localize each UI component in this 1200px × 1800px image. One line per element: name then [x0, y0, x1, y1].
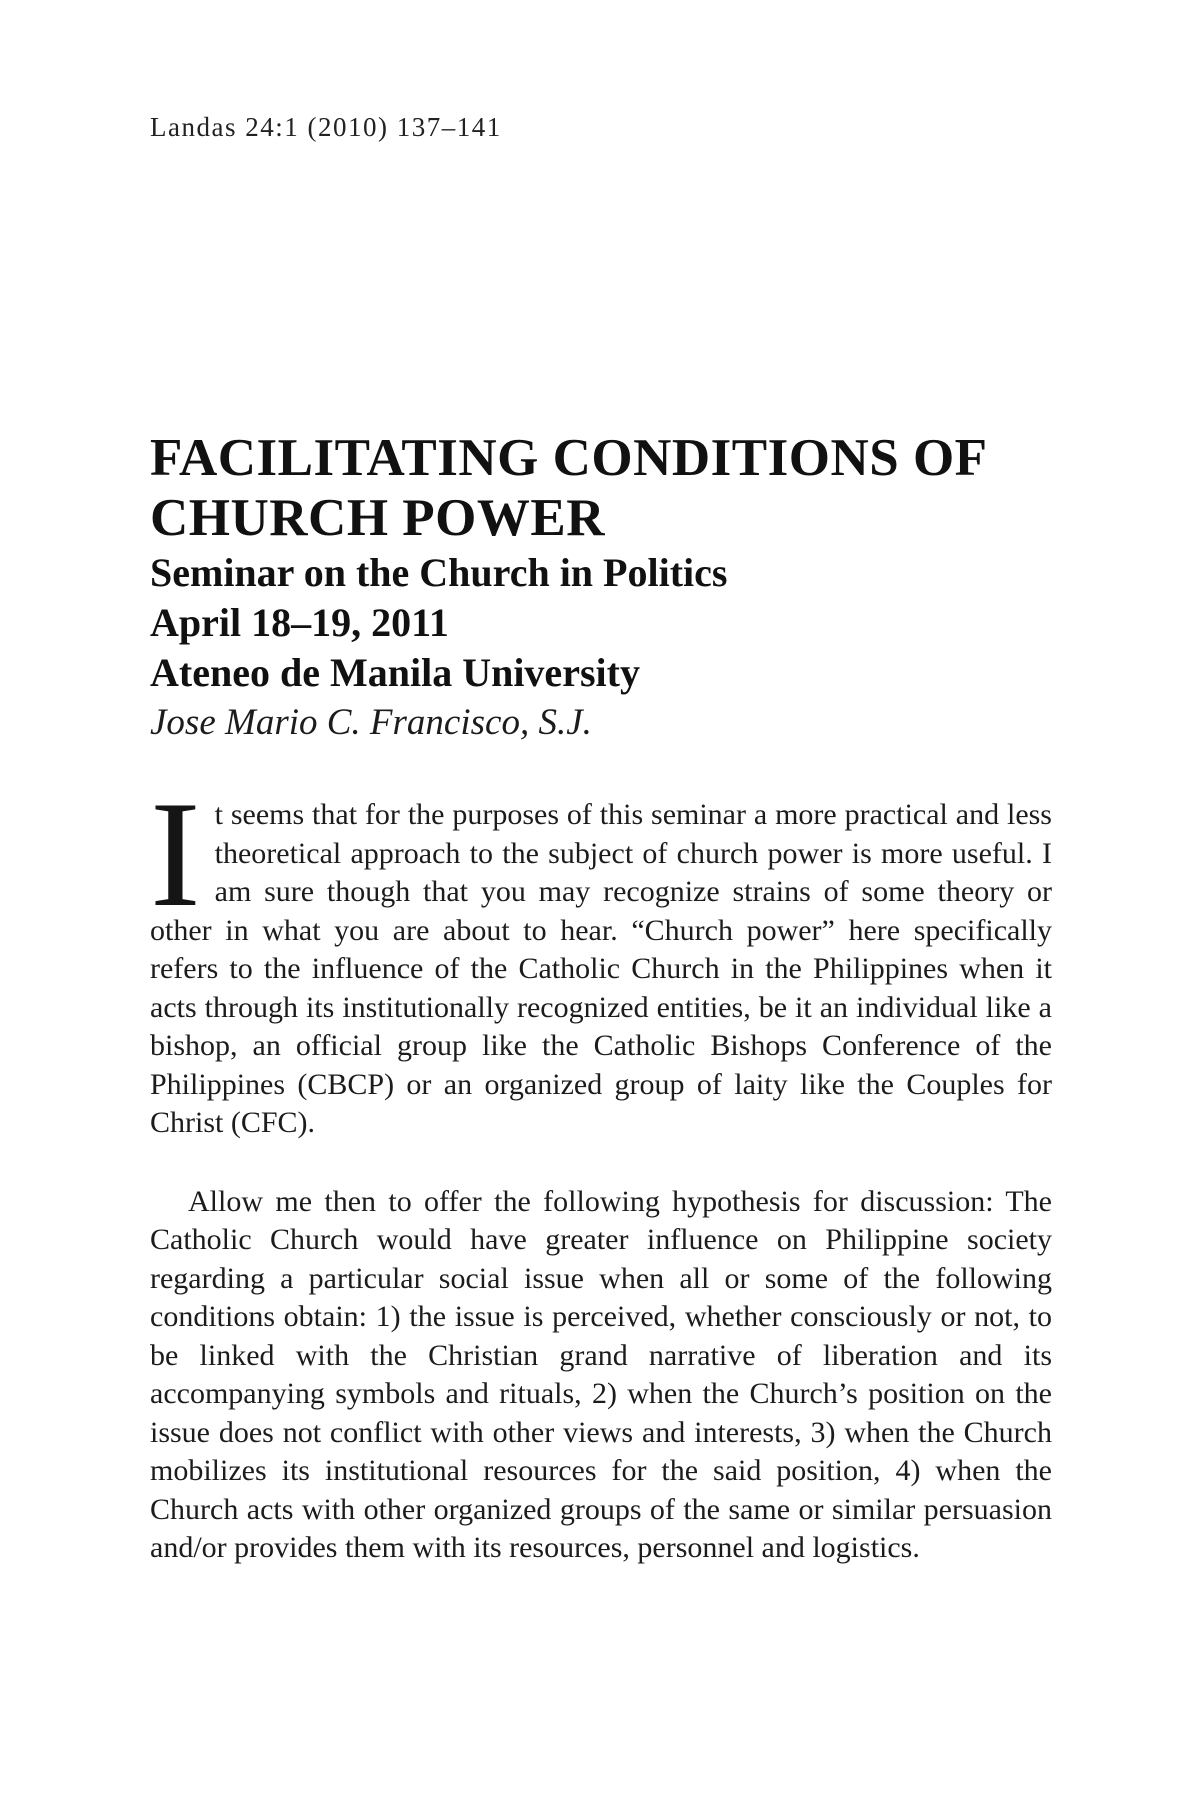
article-title [150, 428, 1052, 548]
title-line-1: FACILITATING CONDITIONS OF [150, 429, 988, 487]
article-content [150, 428, 1052, 1568]
paragraph-1-text: t seems that for the purposes of this seminar a more practical and less theoretical approach to the subject of church power is more useful. I am sure though that you may recognize strains of some theory or other in what you are about to hear. “Church power” here specifically refers to the influence of the Catholic Church in the Philippines when it acts through its institutionally recognized entities, be it an individual like a bishop, an official group like the Catholic Bishops Conference of the Philippines (CBCP) or an organized group of laity like the Couples for Christ (CFC). [150, 798, 1052, 1139]
author-byline: Jose Mario C. Francisco, S.J. [150, 702, 592, 743]
subtitle-line-date: April 18–19, 2011 [150, 600, 449, 645]
title-line-2: CHURCH POWER [150, 489, 606, 547]
subtitle-line-event: Seminar on the Church in Politics [150, 550, 728, 595]
running-head: Landas 24:1 (2010) 137–141 [150, 112, 502, 142]
paragraph-2: Allow me then to offer the following hypothesis for discussion: The Catholic Church would have greater influence on Philippine society regarding a particular social issue when all or some of the following conditions obtain: 1) the issue is perceived, whether consciously or not, to be linked with the Christian grand narrative of liberation and its accompanying symbols and rituals, 2) when the Church’s position on the issue does not conflict with other views and interests, 3) when the Church mobilizes its institutional resources for the said position, 4) when the Church acts with other organized groups of the same or similar persuasion and/or provides them with its resources, personnel and logistics. [150, 1184, 1052, 1564]
event-subtitle [150, 548, 1052, 698]
paragraph-1 [150, 770, 1052, 1143]
dropcap-letter: I [150, 770, 201, 938]
subtitle-line-venue: Ateneo de Manila University [150, 650, 640, 695]
